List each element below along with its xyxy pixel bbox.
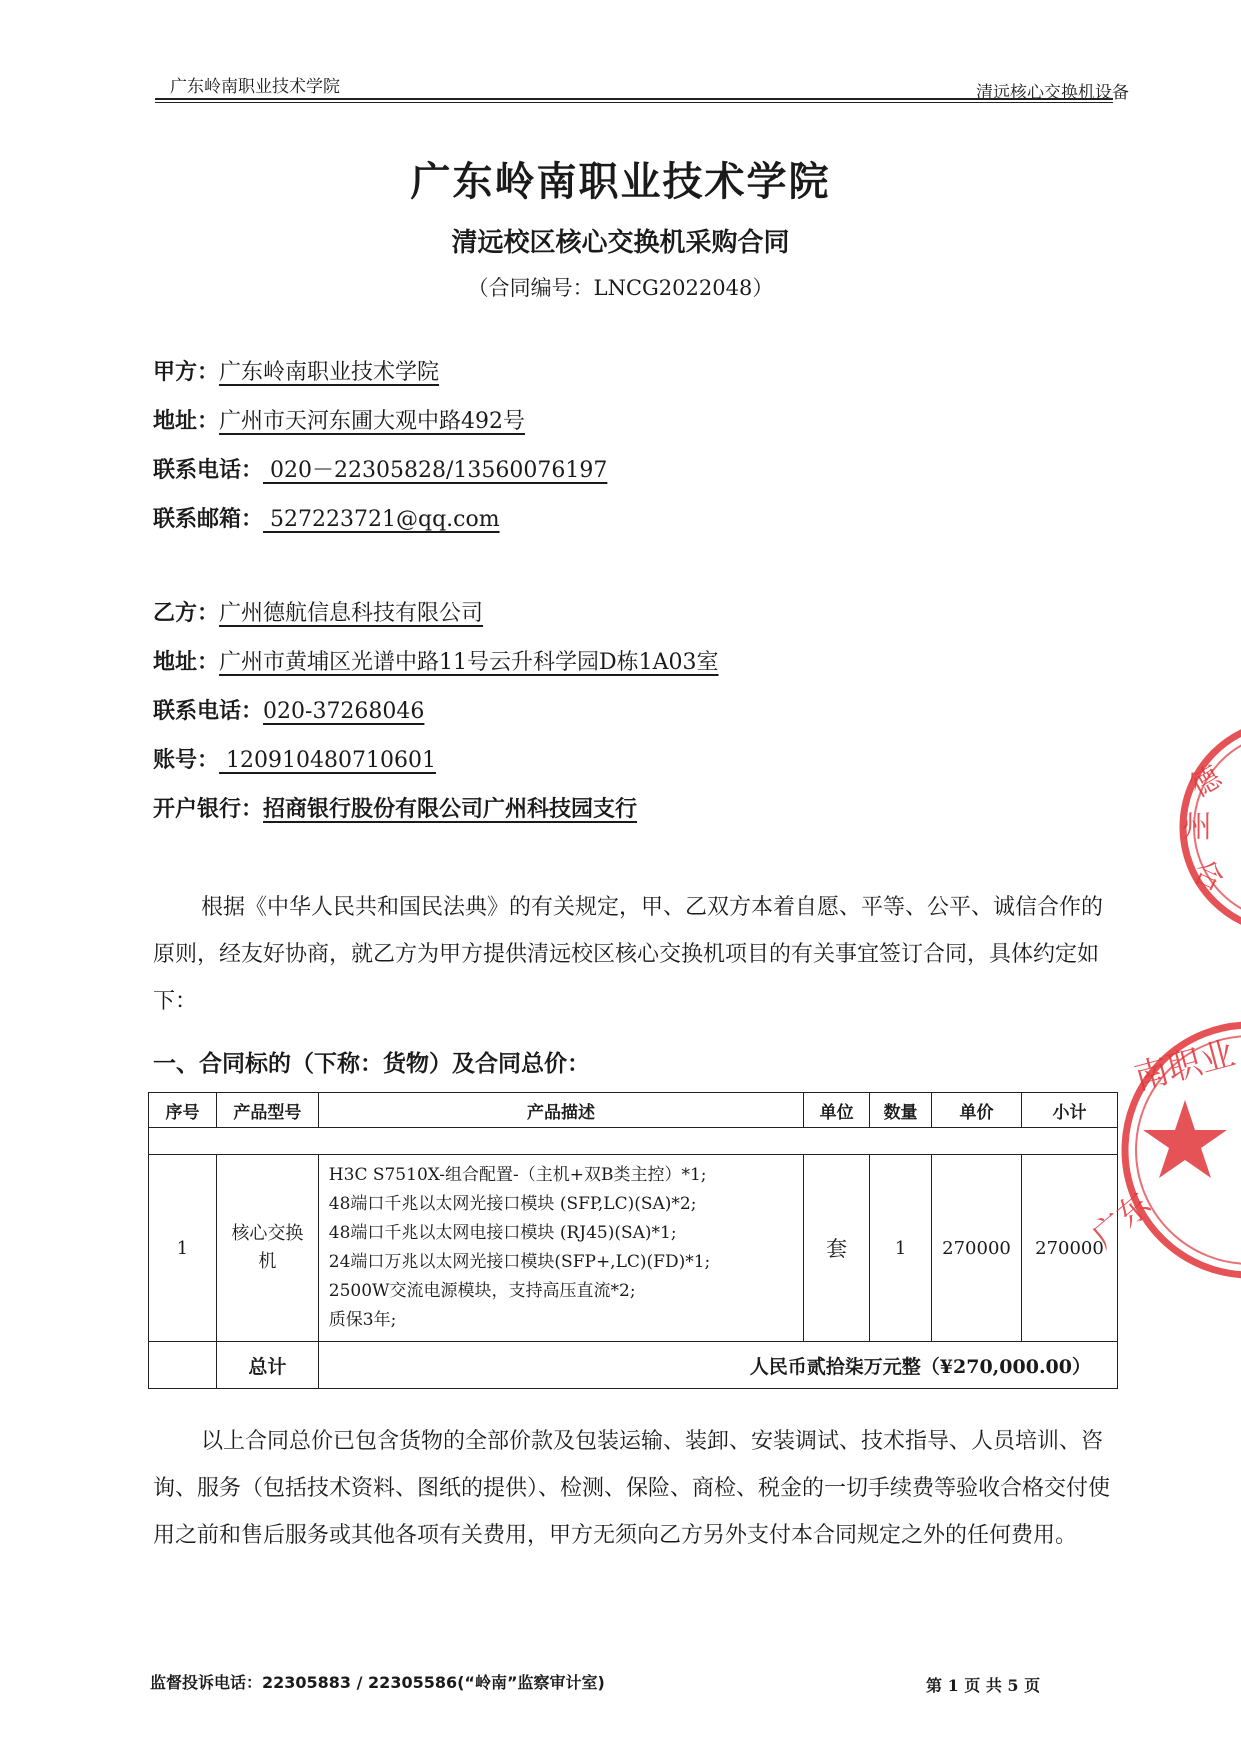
party-b-name xyxy=(153,596,483,627)
spacer-cell xyxy=(149,1128,1118,1155)
cell-model-text: 核心交换机 xyxy=(231,1223,304,1272)
party-b-bank-value: 招商银行股份有限公司广州科技园支行 xyxy=(263,796,638,822)
header-rule-thin xyxy=(155,102,1113,103)
cell-description xyxy=(318,1155,803,1342)
cell-unit: 套 xyxy=(804,1155,870,1342)
party-b-phone-value: 020-37268046 xyxy=(263,699,425,724)
footer-page-number: 第 1 页 共 5 页 xyxy=(926,1676,1041,1695)
cell-no: 1 xyxy=(149,1155,217,1342)
party-b-account-label: 账号： xyxy=(153,747,220,773)
company-seal-icon xyxy=(1168,712,1241,942)
running-header-right: 清远核心交换机设备 xyxy=(976,83,1129,103)
party-b-phone-label: 联系电话： xyxy=(153,698,264,724)
party-b-name-label: 乙方： xyxy=(153,600,220,626)
party-a-address xyxy=(153,404,525,435)
footer-complaint-phone: 监督投诉电话：22305883 / 22305586(“岭南”监察审计室) xyxy=(150,1673,605,1692)
party-a-email-value: 527223721@qq.com xyxy=(263,507,500,532)
party-b-address-value: 广州市黄埔区光谱中路11号云升科学园D栋1A03室 xyxy=(219,650,719,675)
cell-qty: 1 xyxy=(870,1155,932,1342)
party-a-email xyxy=(153,502,500,533)
th-no: 序号 xyxy=(149,1093,217,1128)
th-subtotal: 小计 xyxy=(1021,1093,1117,1128)
party-a-address-label: 地址： xyxy=(153,408,220,434)
party-b-address xyxy=(153,645,719,676)
total-empty-cell xyxy=(149,1342,217,1389)
table-total-row xyxy=(149,1342,1118,1389)
party-a-email-label: 联系邮箱： xyxy=(153,506,264,532)
party-b-name-value: 广州德航信息科技有限公司 xyxy=(219,601,484,626)
th-qty: 数量 xyxy=(870,1093,932,1128)
desc-line: 24端口万兆以太网光接口模块(SFP+,LC)(FD)*1; xyxy=(328,1252,711,1272)
party-a-address-value: 广州市天河东圃大观中路492号 xyxy=(219,409,526,434)
party-b-address-label: 地址： xyxy=(153,649,220,675)
th-model: 产品型号 xyxy=(216,1093,318,1128)
svg-text:德: 德 xyxy=(1184,759,1228,805)
party-a-name-value: 广东岭南职业技术学院 xyxy=(219,360,440,385)
th-description: 产品描述 xyxy=(318,1093,803,1128)
th-unit: 单位 xyxy=(804,1093,870,1128)
desc-line: 48端口千兆以太网光接口模块 (SFP,LC)(SA)*2; xyxy=(328,1194,697,1214)
party-b-bank-label: 开户银行： xyxy=(153,796,264,822)
intro-paragraph: 根据《中华人民共和国民法典》的有关规定，甲、乙双方本着自愿、平等、公平、诚信合作的原则，经友好协商，就乙方为甲方提供清远校区核心交换机项目的有关事宜签订合同，具体约定如下： xyxy=(153,895,1104,1014)
desc-line: 质保3年; xyxy=(328,1310,397,1330)
goods-table xyxy=(148,1092,1118,1389)
party-a-phone-value: 020－22305828/13560076197 xyxy=(263,458,608,483)
table-header-row xyxy=(149,1093,1118,1128)
desc-line: 48端口千兆以太网电接口模块 (RJ45)(SA)*1; xyxy=(328,1223,677,1243)
desc-line: H3C S7510X-组合配置-（主机+双B类主控）*1; xyxy=(328,1165,707,1185)
header-rule xyxy=(155,98,1113,100)
svg-text:州: 州 xyxy=(1182,810,1212,845)
document-subtitle: 清远校区核心交换机采购合同 xyxy=(451,228,790,258)
party-b-account xyxy=(153,743,436,774)
party-a-name xyxy=(153,355,439,386)
party-b-account-value: 120910480710601 xyxy=(219,748,436,773)
document-title: 广东岭南职业技术学院 xyxy=(410,158,831,205)
running-header-left: 广东岭南职业技术学院 xyxy=(170,77,340,97)
cell-subtotal: 270000 xyxy=(1021,1155,1117,1342)
table-row xyxy=(149,1155,1118,1342)
section-1-title: 一、合同标的（下称：货物）及合同总价： xyxy=(153,1050,590,1077)
party-b-phone xyxy=(153,694,424,725)
th-unit-price: 单价 xyxy=(932,1093,1022,1128)
cell-unit-price: 270000 xyxy=(932,1155,1022,1342)
contract-number: （合同编号：LNCG2022048） xyxy=(467,276,774,300)
party-a-phone xyxy=(153,453,607,484)
closing-paragraph: 以上合同总价已包含货物的全部价款及包装运输、装卸、安装调试、技术指导、人员培训、咨询、服务（包括技术资料、图纸的提供）、检测、保险、商检、税金的一切手续费等验收合格交付使用之前和售后服务或其他各项有关费用，甲方无须向乙方另外支付本合同规定之外的任何费用。 xyxy=(153,1429,1111,1548)
table-spacer-row xyxy=(149,1128,1118,1155)
school-seal-icon xyxy=(1075,1015,1241,1285)
party-b-bank xyxy=(153,792,637,823)
party-a-name-label: 甲方： xyxy=(153,359,220,385)
party-a-phone-label: 联系电话： xyxy=(153,457,264,483)
svg-text:南职业: 南职业 xyxy=(1130,1033,1240,1099)
desc-line: 2500W交流电源模块，支持高压直流*2; xyxy=(328,1281,636,1301)
total-value: 人民币贰拾柒万元整（¥270,000.00） xyxy=(318,1342,1117,1389)
total-label: 总计 xyxy=(216,1342,318,1389)
svg-text:合: 合 xyxy=(1187,854,1230,899)
svg-text:广东: 广东 xyxy=(1084,1184,1158,1256)
cell-model xyxy=(216,1155,318,1342)
